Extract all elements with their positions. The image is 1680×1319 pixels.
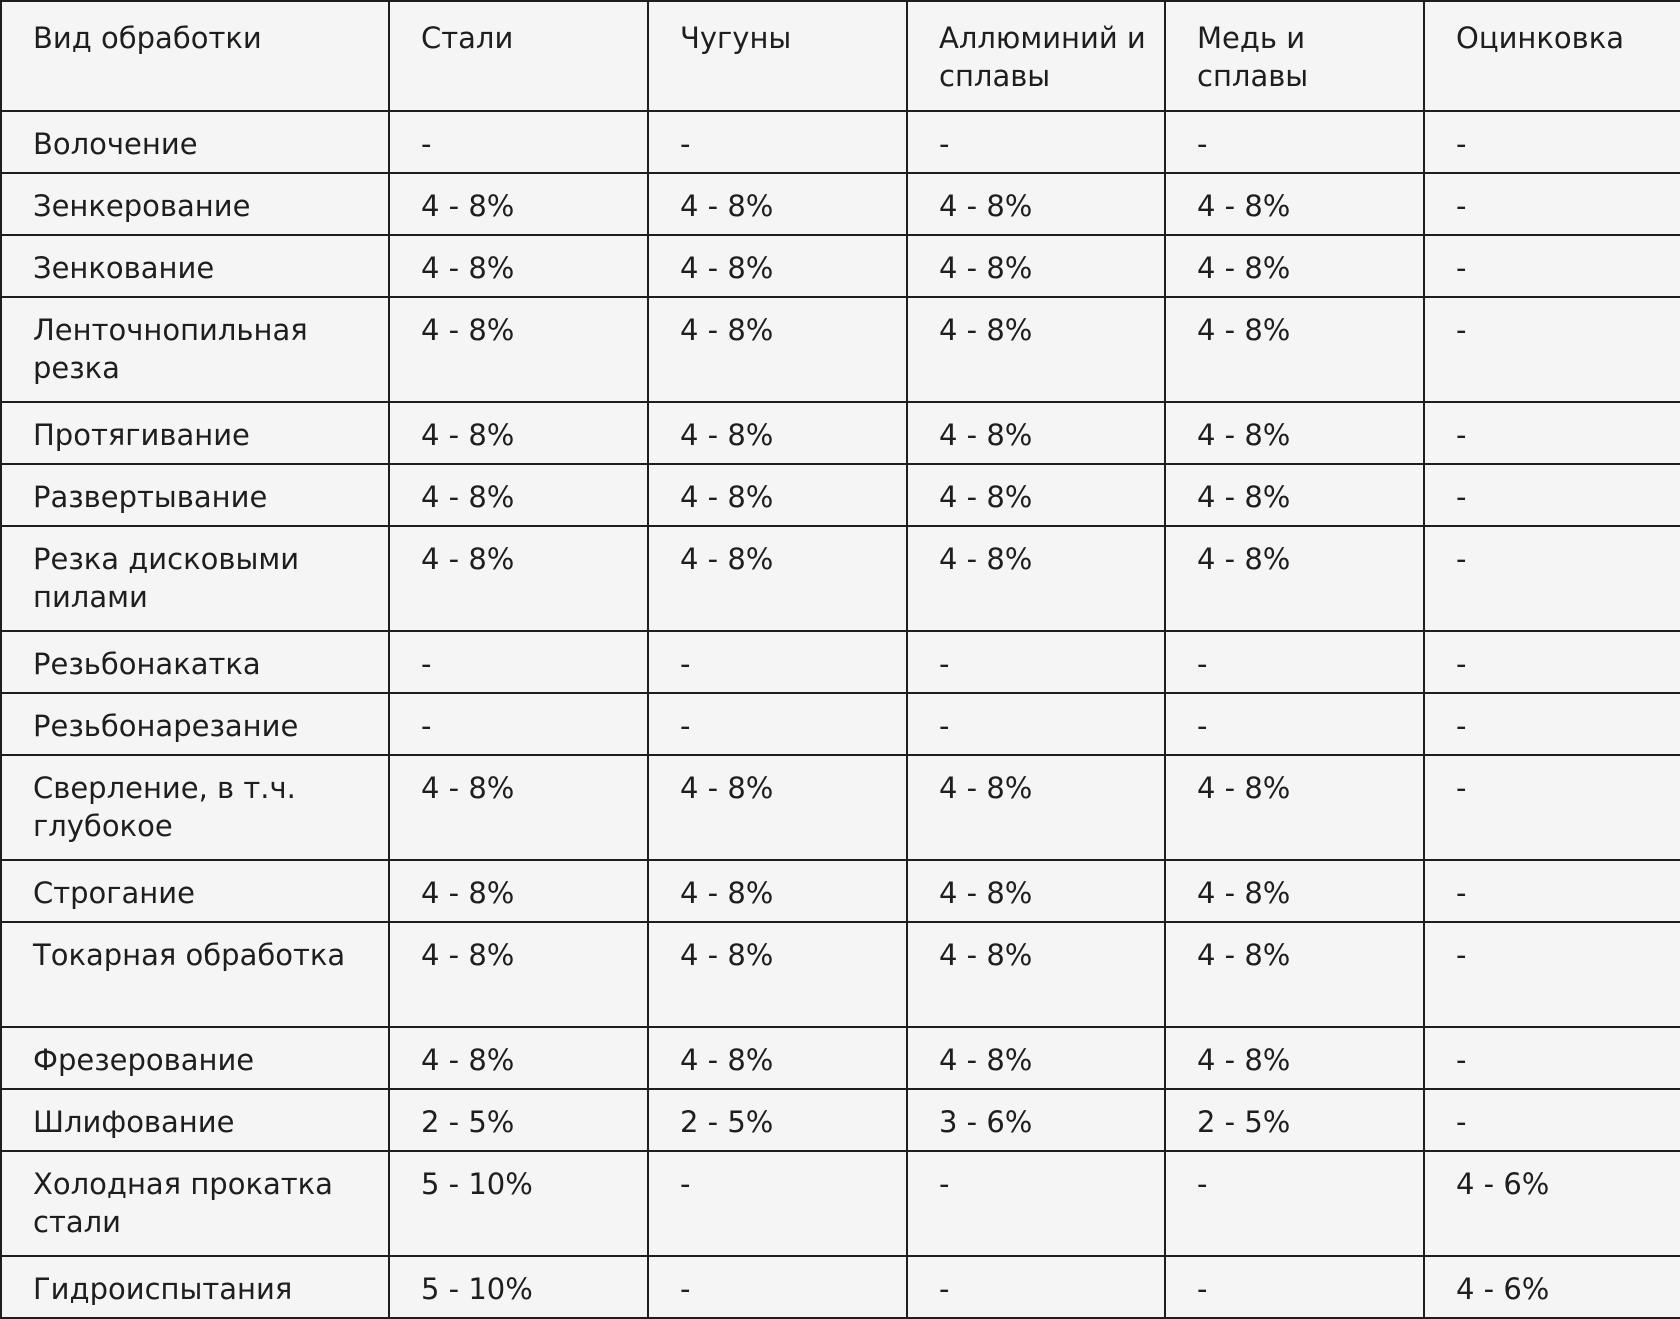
value-cell: 4 - 8% bbox=[1165, 173, 1424, 235]
value-cell: 4 - 8% bbox=[907, 1027, 1165, 1089]
process-cell: Гидроиспытания bbox=[1, 1256, 389, 1318]
table-row bbox=[1, 173, 1680, 235]
value-cell: 4 - 8% bbox=[389, 1027, 648, 1089]
value-cell: - bbox=[1165, 631, 1424, 693]
value-cell: - bbox=[907, 111, 1165, 173]
value-cell: - bbox=[648, 631, 907, 693]
value-cell: 4 - 8% bbox=[1165, 1027, 1424, 1089]
value-cell: - bbox=[907, 693, 1165, 755]
value-cell: 4 - 8% bbox=[648, 402, 907, 464]
value-cell: - bbox=[1424, 402, 1680, 464]
value-cell: 4 - 6% bbox=[1424, 1256, 1680, 1318]
process-cell: Резьбонакатка bbox=[1, 631, 389, 693]
table-body bbox=[1, 111, 1680, 1318]
value-cell: 4 - 8% bbox=[648, 1027, 907, 1089]
table-row bbox=[1, 1256, 1680, 1318]
value-cell: 4 - 6% bbox=[1424, 1151, 1680, 1256]
table-row bbox=[1, 755, 1680, 860]
value-cell: 2 - 5% bbox=[389, 1089, 648, 1151]
value-cell: - bbox=[1165, 111, 1424, 173]
process-cell: Волочение bbox=[1, 111, 389, 173]
value-cell: 4 - 8% bbox=[907, 526, 1165, 631]
value-cell: - bbox=[1424, 526, 1680, 631]
value-cell: - bbox=[907, 631, 1165, 693]
value-cell: - bbox=[1424, 1089, 1680, 1151]
value-cell: 4 - 8% bbox=[389, 297, 648, 402]
value-cell: - bbox=[907, 1151, 1165, 1256]
table-row bbox=[1, 631, 1680, 693]
process-cell: Резьбонарезание bbox=[1, 693, 389, 755]
process-cell: Зенкование bbox=[1, 235, 389, 297]
process-cell: Сверление, в т.ч. глубокое bbox=[1, 755, 389, 860]
value-cell: 4 - 8% bbox=[1165, 297, 1424, 402]
table-row bbox=[1, 526, 1680, 631]
column-header-process: Вид обработки bbox=[1, 1, 389, 111]
table-row bbox=[1, 464, 1680, 526]
value-cell: 5 - 10% bbox=[389, 1256, 648, 1318]
value-cell: 4 - 8% bbox=[1165, 464, 1424, 526]
value-cell: 4 - 8% bbox=[907, 402, 1165, 464]
table-row bbox=[1, 111, 1680, 173]
process-cell: Зенкерование bbox=[1, 173, 389, 235]
value-cell: 4 - 8% bbox=[1165, 235, 1424, 297]
value-cell: 4 - 8% bbox=[648, 297, 907, 402]
process-cell: Строгание bbox=[1, 860, 389, 922]
table-header bbox=[1, 1, 1680, 111]
column-header-steel: Стали bbox=[389, 1, 648, 111]
process-cell: Токарная обработка bbox=[1, 922, 389, 1027]
value-cell: 4 - 8% bbox=[907, 235, 1165, 297]
value-cell: - bbox=[1165, 1256, 1424, 1318]
process-cell: Развертывание bbox=[1, 464, 389, 526]
value-cell: - bbox=[389, 111, 648, 173]
value-cell: - bbox=[1424, 173, 1680, 235]
value-cell: 4 - 8% bbox=[389, 860, 648, 922]
value-cell: 4 - 8% bbox=[389, 526, 648, 631]
value-cell: - bbox=[1424, 922, 1680, 1027]
value-cell: - bbox=[1424, 111, 1680, 173]
value-cell: 4 - 8% bbox=[389, 235, 648, 297]
value-cell: - bbox=[648, 111, 907, 173]
process-cell: Фрезерование bbox=[1, 1027, 389, 1089]
value-cell: 4 - 8% bbox=[648, 860, 907, 922]
value-cell: 2 - 5% bbox=[648, 1089, 907, 1151]
value-cell: 4 - 8% bbox=[907, 755, 1165, 860]
value-cell: 4 - 8% bbox=[389, 402, 648, 464]
value-cell: - bbox=[1165, 1151, 1424, 1256]
value-cell: - bbox=[907, 1256, 1165, 1318]
value-cell: 4 - 8% bbox=[907, 922, 1165, 1027]
value-cell: 2 - 5% bbox=[1165, 1089, 1424, 1151]
value-cell: 4 - 8% bbox=[389, 755, 648, 860]
value-cell: 4 - 8% bbox=[648, 235, 907, 297]
value-cell: 4 - 8% bbox=[1165, 922, 1424, 1027]
table-row bbox=[1, 235, 1680, 297]
column-header-cast-iron: Чугуны bbox=[648, 1, 907, 111]
process-cell: Протягивание bbox=[1, 402, 389, 464]
value-cell: 4 - 8% bbox=[389, 464, 648, 526]
column-header-copper: Медь и сплавы bbox=[1165, 1, 1424, 111]
value-cell: 4 - 8% bbox=[1165, 526, 1424, 631]
value-cell: 3 - 6% bbox=[907, 1089, 1165, 1151]
value-cell: - bbox=[1424, 755, 1680, 860]
value-cell: 4 - 8% bbox=[907, 297, 1165, 402]
process-cell: Шлифование bbox=[1, 1089, 389, 1151]
value-cell: - bbox=[1424, 235, 1680, 297]
value-cell: - bbox=[389, 693, 648, 755]
value-cell: - bbox=[1424, 464, 1680, 526]
table-row bbox=[1, 860, 1680, 922]
process-cell: Резка дисковыми пилами bbox=[1, 526, 389, 631]
table-row bbox=[1, 1151, 1680, 1256]
value-cell: - bbox=[648, 693, 907, 755]
value-cell: - bbox=[1424, 1027, 1680, 1089]
value-cell: 5 - 10% bbox=[389, 1151, 648, 1256]
table-row bbox=[1, 693, 1680, 755]
value-cell: 4 - 8% bbox=[389, 922, 648, 1027]
value-cell: - bbox=[1424, 631, 1680, 693]
value-cell: - bbox=[1165, 693, 1424, 755]
value-cell: 4 - 8% bbox=[907, 173, 1165, 235]
process-cell: Холодная прокатка стали bbox=[1, 1151, 389, 1256]
value-cell: - bbox=[1424, 297, 1680, 402]
table-row bbox=[1, 1027, 1680, 1089]
value-cell: 4 - 8% bbox=[648, 173, 907, 235]
column-header-aluminium: Аллюминий и сплавы bbox=[907, 1, 1165, 111]
value-cell: 4 - 8% bbox=[648, 526, 907, 631]
value-cell: 4 - 8% bbox=[389, 173, 648, 235]
value-cell: 4 - 8% bbox=[1165, 402, 1424, 464]
value-cell: - bbox=[648, 1151, 907, 1256]
value-cell: - bbox=[389, 631, 648, 693]
value-cell: 4 - 8% bbox=[648, 922, 907, 1027]
value-cell: 4 - 8% bbox=[648, 464, 907, 526]
column-header-zinc-coating: Оцинковка bbox=[1424, 1, 1680, 111]
table-row bbox=[1, 297, 1680, 402]
table-row bbox=[1, 402, 1680, 464]
value-cell: 4 - 8% bbox=[1165, 860, 1424, 922]
process-cell: Ленточнопильная резка bbox=[1, 297, 389, 402]
value-cell: 4 - 8% bbox=[907, 464, 1165, 526]
table-row bbox=[1, 1089, 1680, 1151]
value-cell: - bbox=[1424, 693, 1680, 755]
value-cell: 4 - 8% bbox=[648, 755, 907, 860]
value-cell: - bbox=[648, 1256, 907, 1318]
table-row bbox=[1, 922, 1680, 1027]
value-cell: 4 - 8% bbox=[907, 860, 1165, 922]
header-row bbox=[1, 1, 1680, 111]
value-cell: - bbox=[1424, 860, 1680, 922]
value-cell: 4 - 8% bbox=[1165, 755, 1424, 860]
